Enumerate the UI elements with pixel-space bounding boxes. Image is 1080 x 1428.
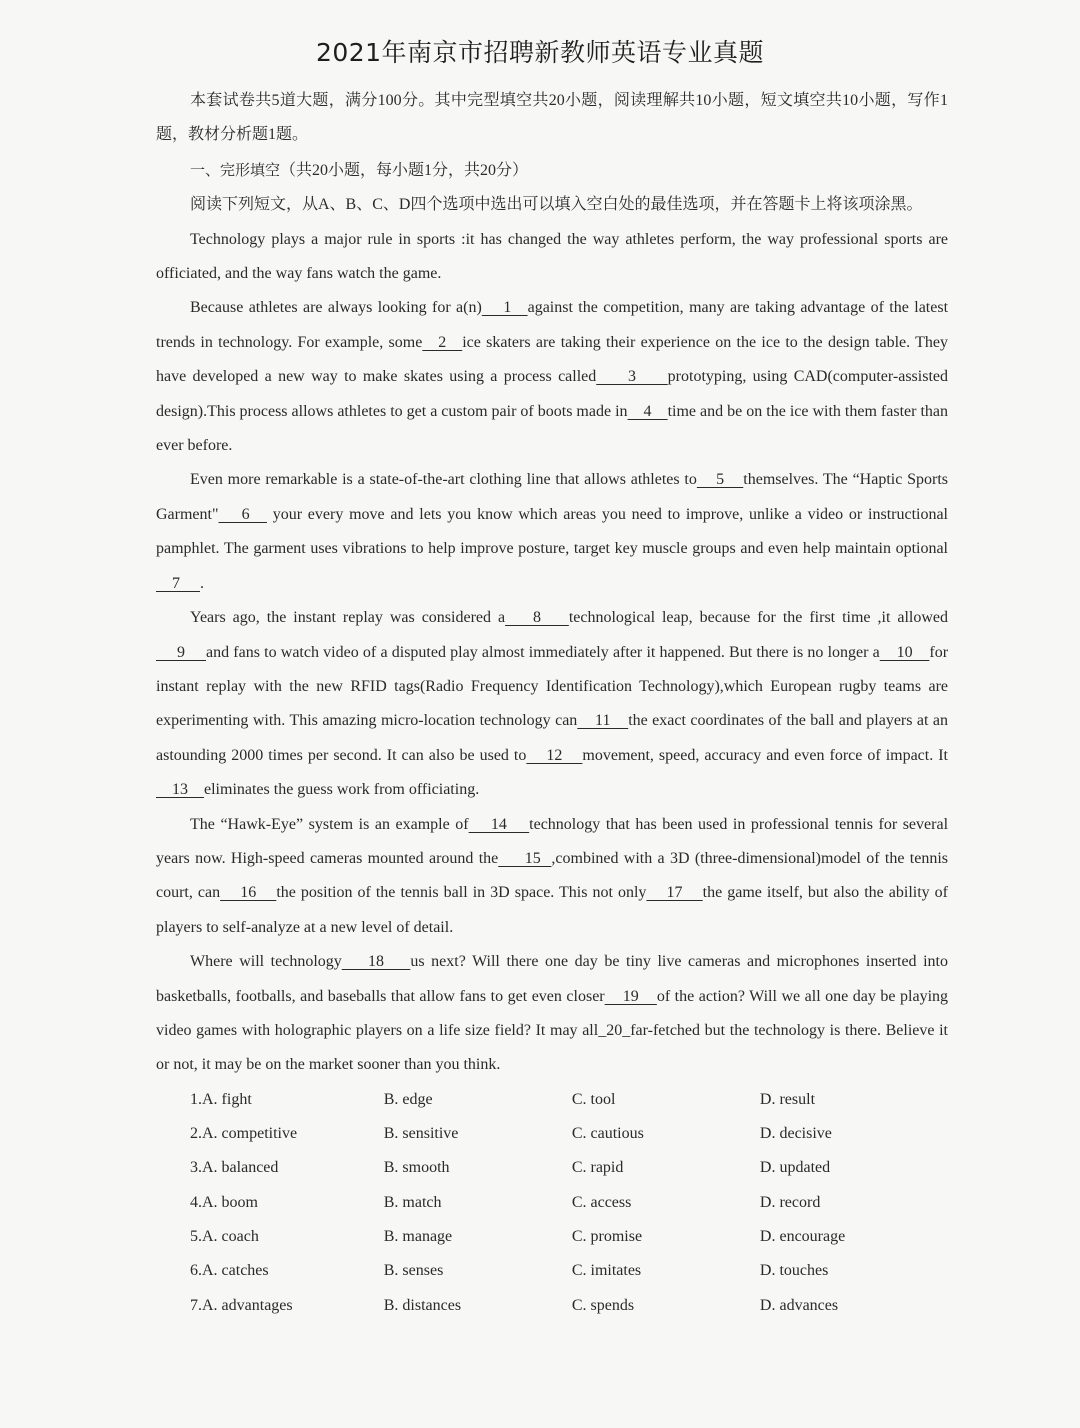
option-row: [156, 1117, 948, 1151]
option-a: 5.A. coach: [190, 1227, 259, 1245]
option-d: D. decisive: [759, 1125, 832, 1143]
option-b: B. smooth: [383, 1159, 450, 1177]
text: themselves. The “Haptic Sports Garment": [156, 471, 949, 523]
section-instruction: 阅读下列短文，从A、B、C、D四个选项中选出可以填入空白处的最佳选项，并在答题卡上将该项涂黑。: [190, 196, 923, 214]
blank-12: 12: [526, 746, 583, 764]
text: the position of the tennis ball in 3D space. This not only: [276, 884, 647, 902]
option-c: C. rapid: [571, 1159, 624, 1177]
blank-19: 19: [604, 987, 657, 1005]
blank-1: 1: [481, 299, 528, 317]
option-b: B. distances: [383, 1296, 462, 1314]
option-d: D. advances: [759, 1296, 839, 1314]
section-heading: [156, 153, 948, 188]
option-d: D. updated: [759, 1159, 831, 1177]
option-c: C. tool: [571, 1090, 616, 1108]
option-a: 1.A. fight: [190, 1090, 252, 1108]
options-list: [156, 1083, 948, 1323]
passage-paragraph-6: [156, 945, 948, 1083]
text: the exact coordinates of the ball and players at an astounding 2000 times per second. It can also be used to: [156, 712, 948, 764]
blank-11: 11: [577, 712, 629, 730]
text: eliminates the guess work from officiating.: [204, 781, 480, 799]
text: Because athletes are always looking for a(n): [190, 299, 482, 317]
text: us next? Will there one day be tiny live cameras and microphones inserted into basketballs, footballs, and baseballs that allow fans to get even closer: [156, 953, 949, 1005]
text: the game itself, but also the ability of players to self-analyze at a new level of detail.: [156, 884, 949, 936]
option-a: 3.A. balanced: [190, 1159, 279, 1177]
option-d: D. encourage: [759, 1227, 846, 1245]
page-title: 2021年南京市招聘新教师英语专业真题: [315, 38, 765, 67]
text: technological leap, because for the first time ,it allowed: [568, 609, 948, 627]
blank-10: 10: [879, 643, 930, 661]
text: of the action? Will we all one day be playing video games with holographic players on a life size field? It may all_20_far-fetched but the technology is there. Believe it or not, it may be on the market sooner than you think.: [156, 987, 949, 1074]
blank-13: 13: [156, 781, 204, 799]
text: time and be on the ice with them faster than ever before.: [156, 402, 949, 455]
option-d: D. touches: [759, 1262, 829, 1280]
text: Even more remarkable is a state-of-the-art clothing line that allows athletes to: [190, 471, 697, 489]
text: ,combined with a 3D (three-dimensional)model of the tennis court, can: [156, 849, 949, 902]
option-d: D. result: [759, 1090, 816, 1108]
section-scoring: （共20小题，每小题1分，共20分）: [280, 161, 529, 179]
exam-content: [156, 84, 948, 1323]
option-b: B. senses: [383, 1262, 444, 1280]
option-a: 2.A. competitive: [190, 1125, 298, 1143]
passage-paragraph-3: [156, 463, 948, 601]
option-c: C. access: [571, 1193, 632, 1211]
blank-8: 8: [505, 609, 569, 627]
text: .: [200, 574, 204, 592]
text: technology that has been used in professional tennis for several years now. High-speed cameras mounted around the: [156, 815, 949, 867]
option-row: [156, 1220, 948, 1254]
text: against the competition, many are taking advantage of the latest trends in technology. For example, some: [156, 299, 949, 351]
option-c: C. spends: [571, 1296, 635, 1314]
option-row: [156, 1083, 948, 1117]
option-c: C. promise: [571, 1227, 643, 1245]
option-b: B. edge: [383, 1090, 433, 1108]
option-a: 4.A. boom: [190, 1193, 258, 1211]
blank-16: 16: [220, 884, 277, 902]
option-d: D. record: [759, 1193, 821, 1211]
option-b: B. manage: [383, 1227, 453, 1245]
passage-paragraph-2: [156, 291, 948, 463]
option-a: 7.A. advantages: [190, 1296, 293, 1314]
text: Where will technology: [190, 953, 342, 971]
option-row: [156, 1254, 948, 1288]
blank-2: 2: [422, 333, 463, 351]
text: Years ago, the instant replay was considered a: [190, 609, 506, 627]
option-a: 6.A. catches: [190, 1262, 269, 1280]
option-row: [156, 1151, 948, 1185]
blank-17: 17: [646, 884, 703, 902]
blank-5: 5: [696, 471, 744, 489]
section-title: 一、完形填空: [190, 160, 281, 179]
option-b: B. sensitive: [383, 1125, 459, 1143]
text: for instant replay with the new RFID tags(Radio Frequency Identification Technology),which European rugby teams are experimenting with. This amazing micro-location technology can: [156, 643, 949, 730]
blank-7: 7: [156, 574, 200, 592]
passage-paragraph-4: [156, 601, 948, 807]
text: prototyping, using CAD(computer-assisted design).This process allows athletes to get a custom pair of boots made in: [156, 368, 949, 420]
blank-3: 3: [596, 368, 668, 386]
blank-15: 15: [498, 849, 552, 867]
option-row: [156, 1186, 948, 1220]
text: and fans to watch video of a disputed play almost immediately after it happened. But there is no longer a: [205, 643, 880, 661]
text: ice skaters are taking their experience on the ice to the design table. They have developed a new way to make skates using a process called: [156, 333, 949, 386]
text: The “Hawk-Eye” system is an example of: [190, 815, 469, 833]
blank-9: 9: [156, 643, 206, 661]
text: your every move and lets you know which areas you need to improve, unlike a video or instructional pamphlet. The garment uses vibrations to help improve posture, target key muscle groups and even help maintain optional: [156, 505, 949, 558]
blank-18: 18: [341, 953, 411, 971]
blank-4: 4: [627, 402, 668, 420]
option-b: B. match: [383, 1193, 442, 1211]
option-c: C. imitates: [571, 1262, 642, 1280]
option-row: [156, 1289, 948, 1323]
option-c: C. cautious: [571, 1125, 644, 1143]
passage-paragraph-5: [156, 808, 948, 946]
text: movement, speed, accuracy and even force of impact. It: [582, 746, 949, 764]
passage-paragraph-1: Technology plays a major rule in sports :it has changed the way athletes perform, the way professional sports are officiated, and the way fans watch the game.: [156, 230, 948, 283]
intro-paragraph: 本套试卷共5道大题，满分100分。其中完型填空共20小题，阅读理解共10小题，短文填空共10小题，写作1题，教材分析题1题。: [156, 92, 948, 144]
blank-14: 14: [468, 815, 530, 833]
blank-6: 6: [218, 505, 267, 523]
